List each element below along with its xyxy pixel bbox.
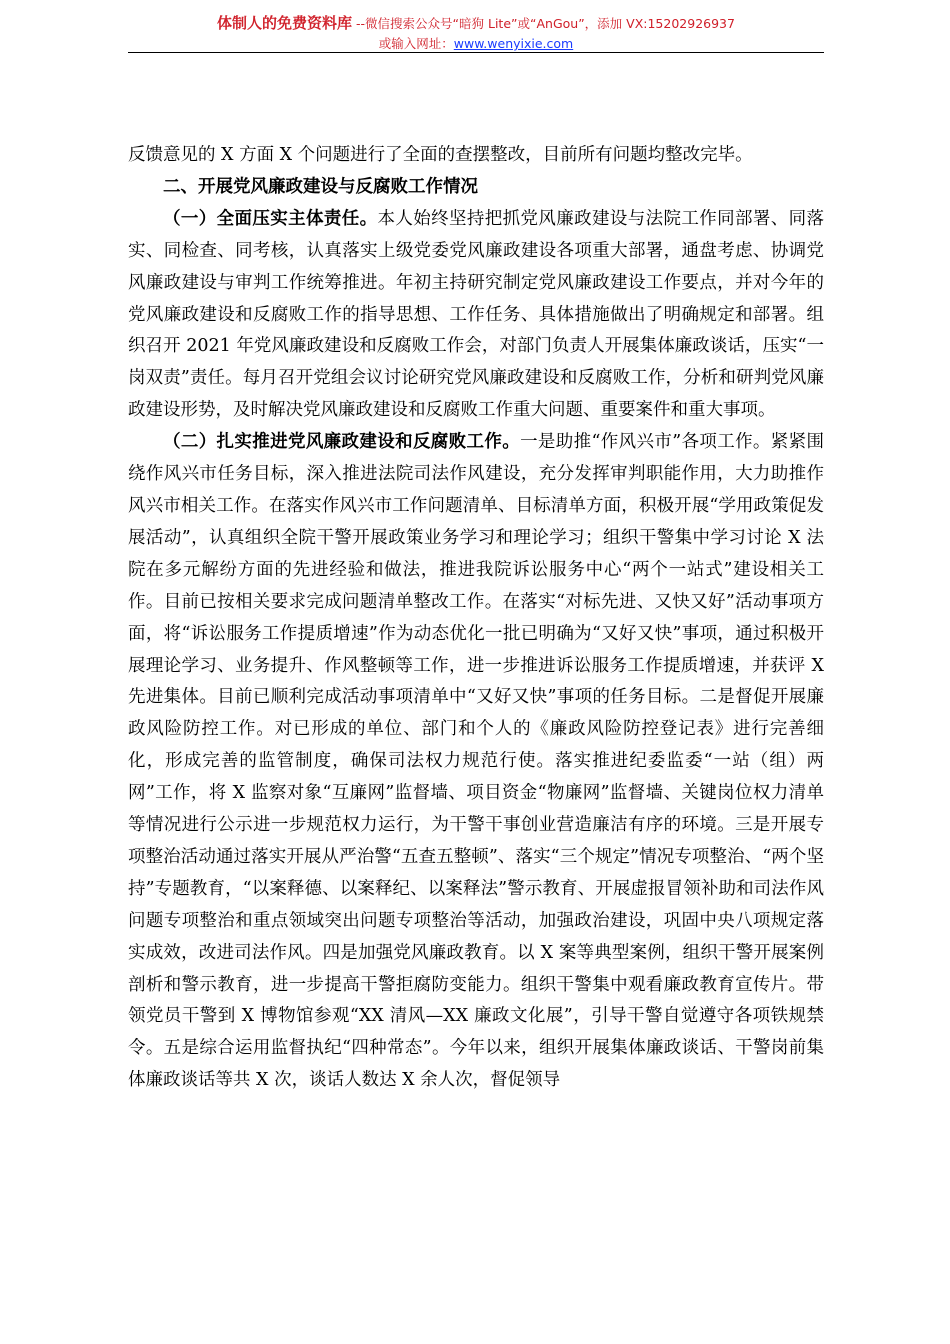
subsection-2-text: 一是助推“作风兴市”各项工作。紧紧围绕作风兴市任务目标，深入推进法院司法作风建设，充分发挥审判职能作用，大力助推作风兴市相关工作。在落实作风兴市工作问题清单、目标清单方面，积极开展“学用政策促发展活动”，认真组织全院干警开展政策业务学习和理论学习；组织干警集中学习讨论 X 法院在多元解纷方面的先进经验和做法，推进我院诉讼服务中心“两个一站式”建设相关工作。目前已按相关要求完成问题清单整改工作。在落实“对标先进、又快又好”活动事项方面，将“诉讼服务工作提质增速”作为动态优化一批已明确为“又好又快”事项，通过积极开展理论学习、业务提升、作风整顿等工作，进一步推进诉讼服务工作提质增速，并获评 X 先进集体。目前已顺利完成活动事项清单中“又好又快”事项的任务目标。二是督促开展廉政风险防控工作。对已形成的单位、部门和个人的《廉政风险防控登记表》进行完善细化，形成完善的监管制度，确保司法权力规范行使。落实推进纪委监委“一站（组）两网”工作，将 X 监察对象“互廉网”监督墙、项目资金“物廉网”监督墙、关键岗位权力清单等情况进行公示进一步规范权力运行，为干警干事创业营造廉洁有序的环境。三是开展专项整治活动通过落实开展从严治警“五查五整顿”、落实“三个规定”情况专项整治、“两个坚持”专题教育，“以案释德、以案释纪、以案释法”警示教育、开展虚报冒领补助和司法作风问题专项整治和重点领域突出问题专项整治等活动，加强政治建设，巩固中央八项规定落实成效，改进司法作风。四是加强党风廉政教育。以 X 案等典型案例，组织干警开展案例剖析和警示教育，进一步提高干警拒腐防变能力。组织干警集中观看廉政教育宣传片。带领党员干警到 X 博物馆参观“XX 清风—XX 廉政文化展”，引导干警自觉遵守各项铁规禁令。五是综合运用监督执纪“四种常态”。今年以来，组织开展集体廉政谈话、干警岗前集体廉政谈话等共 X 次，谈话人数达 X 余人次，督促领导 xyxy=(128,432,824,1091)
brand-name: 体制人的免费资料库 xyxy=(217,14,353,32)
url-prefix: 或输入网址： xyxy=(378,36,454,51)
subsection-1-title: （一）全面压实主体责任。 xyxy=(163,208,378,229)
promo-text: --微信搜索公众号“暗狗 Lite”或“AnGou”，添加 VX:15202926937 xyxy=(352,16,735,31)
site-link[interactable]: www.wenyixie.com xyxy=(453,36,574,51)
paragraph-subsection-2 xyxy=(128,427,824,1097)
subsection-1-text: 本人始终坚持把抓党风廉政建设与法院工作同部署、同落实、同检查、同考核，认真落实上级党委党风廉政建设各项重大部署，通盘考虑、协调党风廉政建设与审判工作统筹推进。年初主持研究制定党风廉政建设工作要点，并对今年的党风廉政建设和反腐败工作的指导思想、工作任务、具体措施做出了明确规定和部署。组织召开 2021 年党风廉政建设和反腐败工作会，对部门负责人开展集体廉政谈话，压实“一岗双责”责任。每月召开党组会议讨论研究党风廉政建设和反腐败工作，分析和研判党风廉政建设形势，及时解决党风廉政建设和反腐败工作重大问题、重要案件和重大事项。 xyxy=(128,208,824,421)
subsection-2-title: （二）扎实推进党风廉政建设和反腐败工作。 xyxy=(163,432,521,453)
page-header xyxy=(130,12,822,53)
header-promo-line xyxy=(130,12,822,35)
header-divider xyxy=(128,52,824,53)
section-heading: 二、开展党风廉政建设与反腐败工作情况 xyxy=(163,176,478,197)
header-url-line xyxy=(130,35,822,53)
paragraph-subsection-1 xyxy=(128,204,824,427)
paragraph-continuation: 反馈意见的 X 方面 X 个问题进行了全面的查摆整改，目前所有问题均整改完毕。 xyxy=(128,145,753,165)
document-body xyxy=(128,140,824,1097)
